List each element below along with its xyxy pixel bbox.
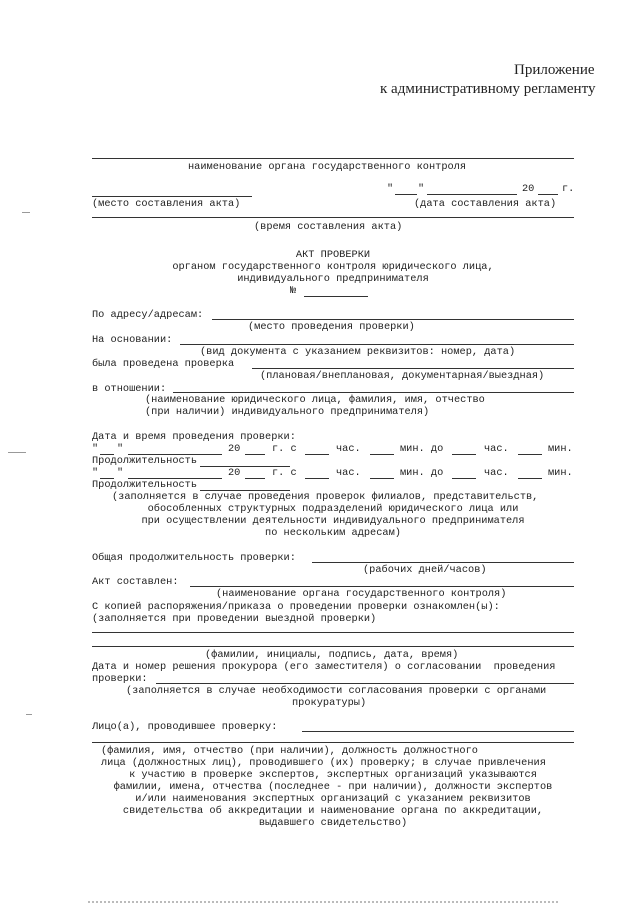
branch-note-2: обособленных структурных подразделений юридического лица или bbox=[147, 503, 519, 515]
date-quote-close: " bbox=[418, 183, 425, 195]
header-line-2: к административному регламенту bbox=[380, 81, 596, 97]
person-note-7: выдавшего свидетельство) bbox=[258, 817, 408, 829]
duration-label-2: Продолжительность bbox=[92, 479, 198, 491]
prosecutor-line-1: Дата и номер решения прокурора (его заместителя) о согласовании проведения bbox=[92, 661, 556, 673]
date-caption: (дата составления акта) bbox=[414, 198, 557, 210]
row1-min-to-line bbox=[518, 454, 542, 455]
row2-g-s: г. с bbox=[272, 467, 297, 479]
prosecutor-line-2: проверки: bbox=[92, 673, 148, 685]
act-number-line bbox=[304, 296, 368, 297]
basis-line bbox=[180, 344, 574, 345]
person-label: Лицо(а), проводившее проверку: bbox=[92, 721, 278, 733]
total-caption: (рабочих дней/часов) bbox=[363, 564, 487, 576]
person-note-6: свидетельства об аккредитации и наименование органа по аккредитации, bbox=[122, 805, 544, 817]
row2-chas-2: час. bbox=[484, 467, 509, 479]
row1-year: 20 bbox=[228, 443, 241, 455]
person-line-1 bbox=[302, 731, 574, 732]
copy-sign-line-1 bbox=[92, 632, 574, 633]
row1-hour-to-line bbox=[452, 454, 476, 455]
person-note-4: фамилии, имена, отчества (последнее - при наличии), должности экспертов bbox=[113, 781, 553, 793]
prosecutor-note-2: прокуратуры) bbox=[292, 697, 367, 709]
row2-min-to-line bbox=[518, 478, 542, 479]
copy-label: С копией распоряжения/приказа о проведении проверки ознакомлен(ы): bbox=[92, 601, 500, 613]
duration-label-1: Продолжительность bbox=[92, 455, 198, 467]
row1-chas-2: час. bbox=[484, 443, 509, 455]
total-label: Общая продолжительность проверки: bbox=[92, 552, 296, 564]
act-subtitle-1: органом государственного контроля юридического лица, bbox=[172, 261, 494, 273]
act-title: АКТ ПРОВЕРКИ bbox=[295, 249, 371, 261]
date-year-line bbox=[538, 194, 558, 195]
date-day-line bbox=[395, 194, 417, 195]
person-note-5: и/или наименования экспертных организаций с указанием реквизитов bbox=[135, 793, 531, 805]
prosecutor-line bbox=[156, 683, 574, 684]
regarding-caption-1: (наименование юридического лица, фамилия, имя, отчество bbox=[145, 394, 485, 406]
row2-min: мин. bbox=[548, 467, 573, 479]
copy-note: (заполняется при проведении выездной проверки) bbox=[92, 613, 377, 625]
row2-quote-open: " bbox=[92, 467, 99, 479]
regarding-line bbox=[173, 392, 574, 393]
basis-caption: (вид документа с указанием реквизитов: номер, дата) bbox=[200, 346, 516, 358]
scan-speck bbox=[22, 212, 30, 213]
address-label: По адресу/адресам: bbox=[92, 309, 204, 321]
copy-sign-line-2 bbox=[92, 646, 574, 647]
row1-year-line bbox=[245, 454, 265, 455]
row1-quote-close: " bbox=[117, 443, 124, 455]
person-note-3: к участию в проверке экспертов, экспертных организаций указываются bbox=[129, 769, 537, 781]
act-number-sign: № bbox=[290, 285, 297, 297]
place-line bbox=[92, 196, 252, 197]
scan-speck bbox=[8, 452, 26, 453]
sign-caption: (фамилии, инициалы, подпись, дата, время) bbox=[205, 649, 459, 661]
row2-min-from-line bbox=[370, 478, 394, 479]
total-line bbox=[312, 562, 574, 563]
date-quote-open: " bbox=[387, 183, 394, 195]
time-line bbox=[92, 217, 574, 218]
act-subtitle-2: индивидуального предпринимателя bbox=[237, 273, 429, 285]
composed-label: Акт составлен: bbox=[92, 576, 179, 588]
person-note-2: лица (должностных лиц), проводившего (их) проверку; в случае привлечения bbox=[101, 757, 546, 769]
prosecutor-note-1: (заполняется в случае необходимости согласования проверки с органами bbox=[126, 685, 547, 697]
row2-hour-from-line bbox=[305, 478, 329, 479]
row1-min: мин. bbox=[548, 443, 573, 455]
composed-caption: (наименование органа государственного контроля) bbox=[216, 588, 507, 600]
row2-year: 20 bbox=[228, 467, 241, 479]
organ-line bbox=[92, 158, 574, 159]
branch-note-3: при осуществлении деятельности индивидуального предпринимателя bbox=[141, 515, 525, 527]
place-caption: (место составления акта) bbox=[92, 198, 241, 210]
row1-g-s: г. с bbox=[272, 443, 297, 455]
row1-quote-open: " bbox=[92, 443, 99, 455]
branch-note-1: (заполняется в случае проведения проверок филиалов, представительств, bbox=[112, 491, 539, 503]
row2-quote-close: " bbox=[117, 467, 124, 479]
conducted-caption: (плановая/внеплановая, документарная/выездная) bbox=[260, 370, 545, 382]
organ-caption: наименование органа государственного контроля bbox=[188, 161, 467, 173]
row1-min-from-line bbox=[370, 454, 394, 455]
regarding-caption-2: (при наличии) индивидуального предпринимателя) bbox=[145, 406, 430, 418]
address-line bbox=[212, 319, 574, 320]
header-line-1: Приложение bbox=[514, 62, 595, 78]
conducted-label: была проведена проверка bbox=[92, 358, 235, 370]
row2-hour-to-line bbox=[452, 478, 476, 479]
person-line-2 bbox=[92, 742, 574, 743]
conducted-line bbox=[252, 368, 574, 369]
row1-chas: час. bbox=[336, 443, 361, 455]
row2-chas: час. bbox=[336, 467, 361, 479]
date-year-prefix: 20 bbox=[522, 183, 535, 195]
datetime-label: Дата и время проведения проверки: bbox=[92, 431, 296, 443]
time-caption: (время составления акта) bbox=[254, 221, 403, 233]
date-month-line bbox=[427, 194, 517, 195]
row1-hour-from-line bbox=[305, 454, 329, 455]
scan-bottom-edge bbox=[88, 901, 558, 903]
row2-min-do: мин. до bbox=[400, 467, 444, 479]
address-caption: (место проведения проверки) bbox=[248, 321, 415, 333]
person-note-1: (фамилия, имя, отчество (при наличии), должность должностного bbox=[101, 745, 478, 757]
date-g: г. bbox=[562, 183, 575, 195]
composed-line bbox=[190, 586, 574, 587]
branch-note-4: по нескольким адресам) bbox=[265, 527, 401, 539]
row2-year-line bbox=[245, 478, 265, 479]
regarding-label: в отношении: bbox=[92, 383, 167, 395]
basis-label: На основании: bbox=[92, 334, 173, 346]
scan-speck bbox=[26, 714, 32, 715]
row1-min-do: мин. до bbox=[400, 443, 444, 455]
